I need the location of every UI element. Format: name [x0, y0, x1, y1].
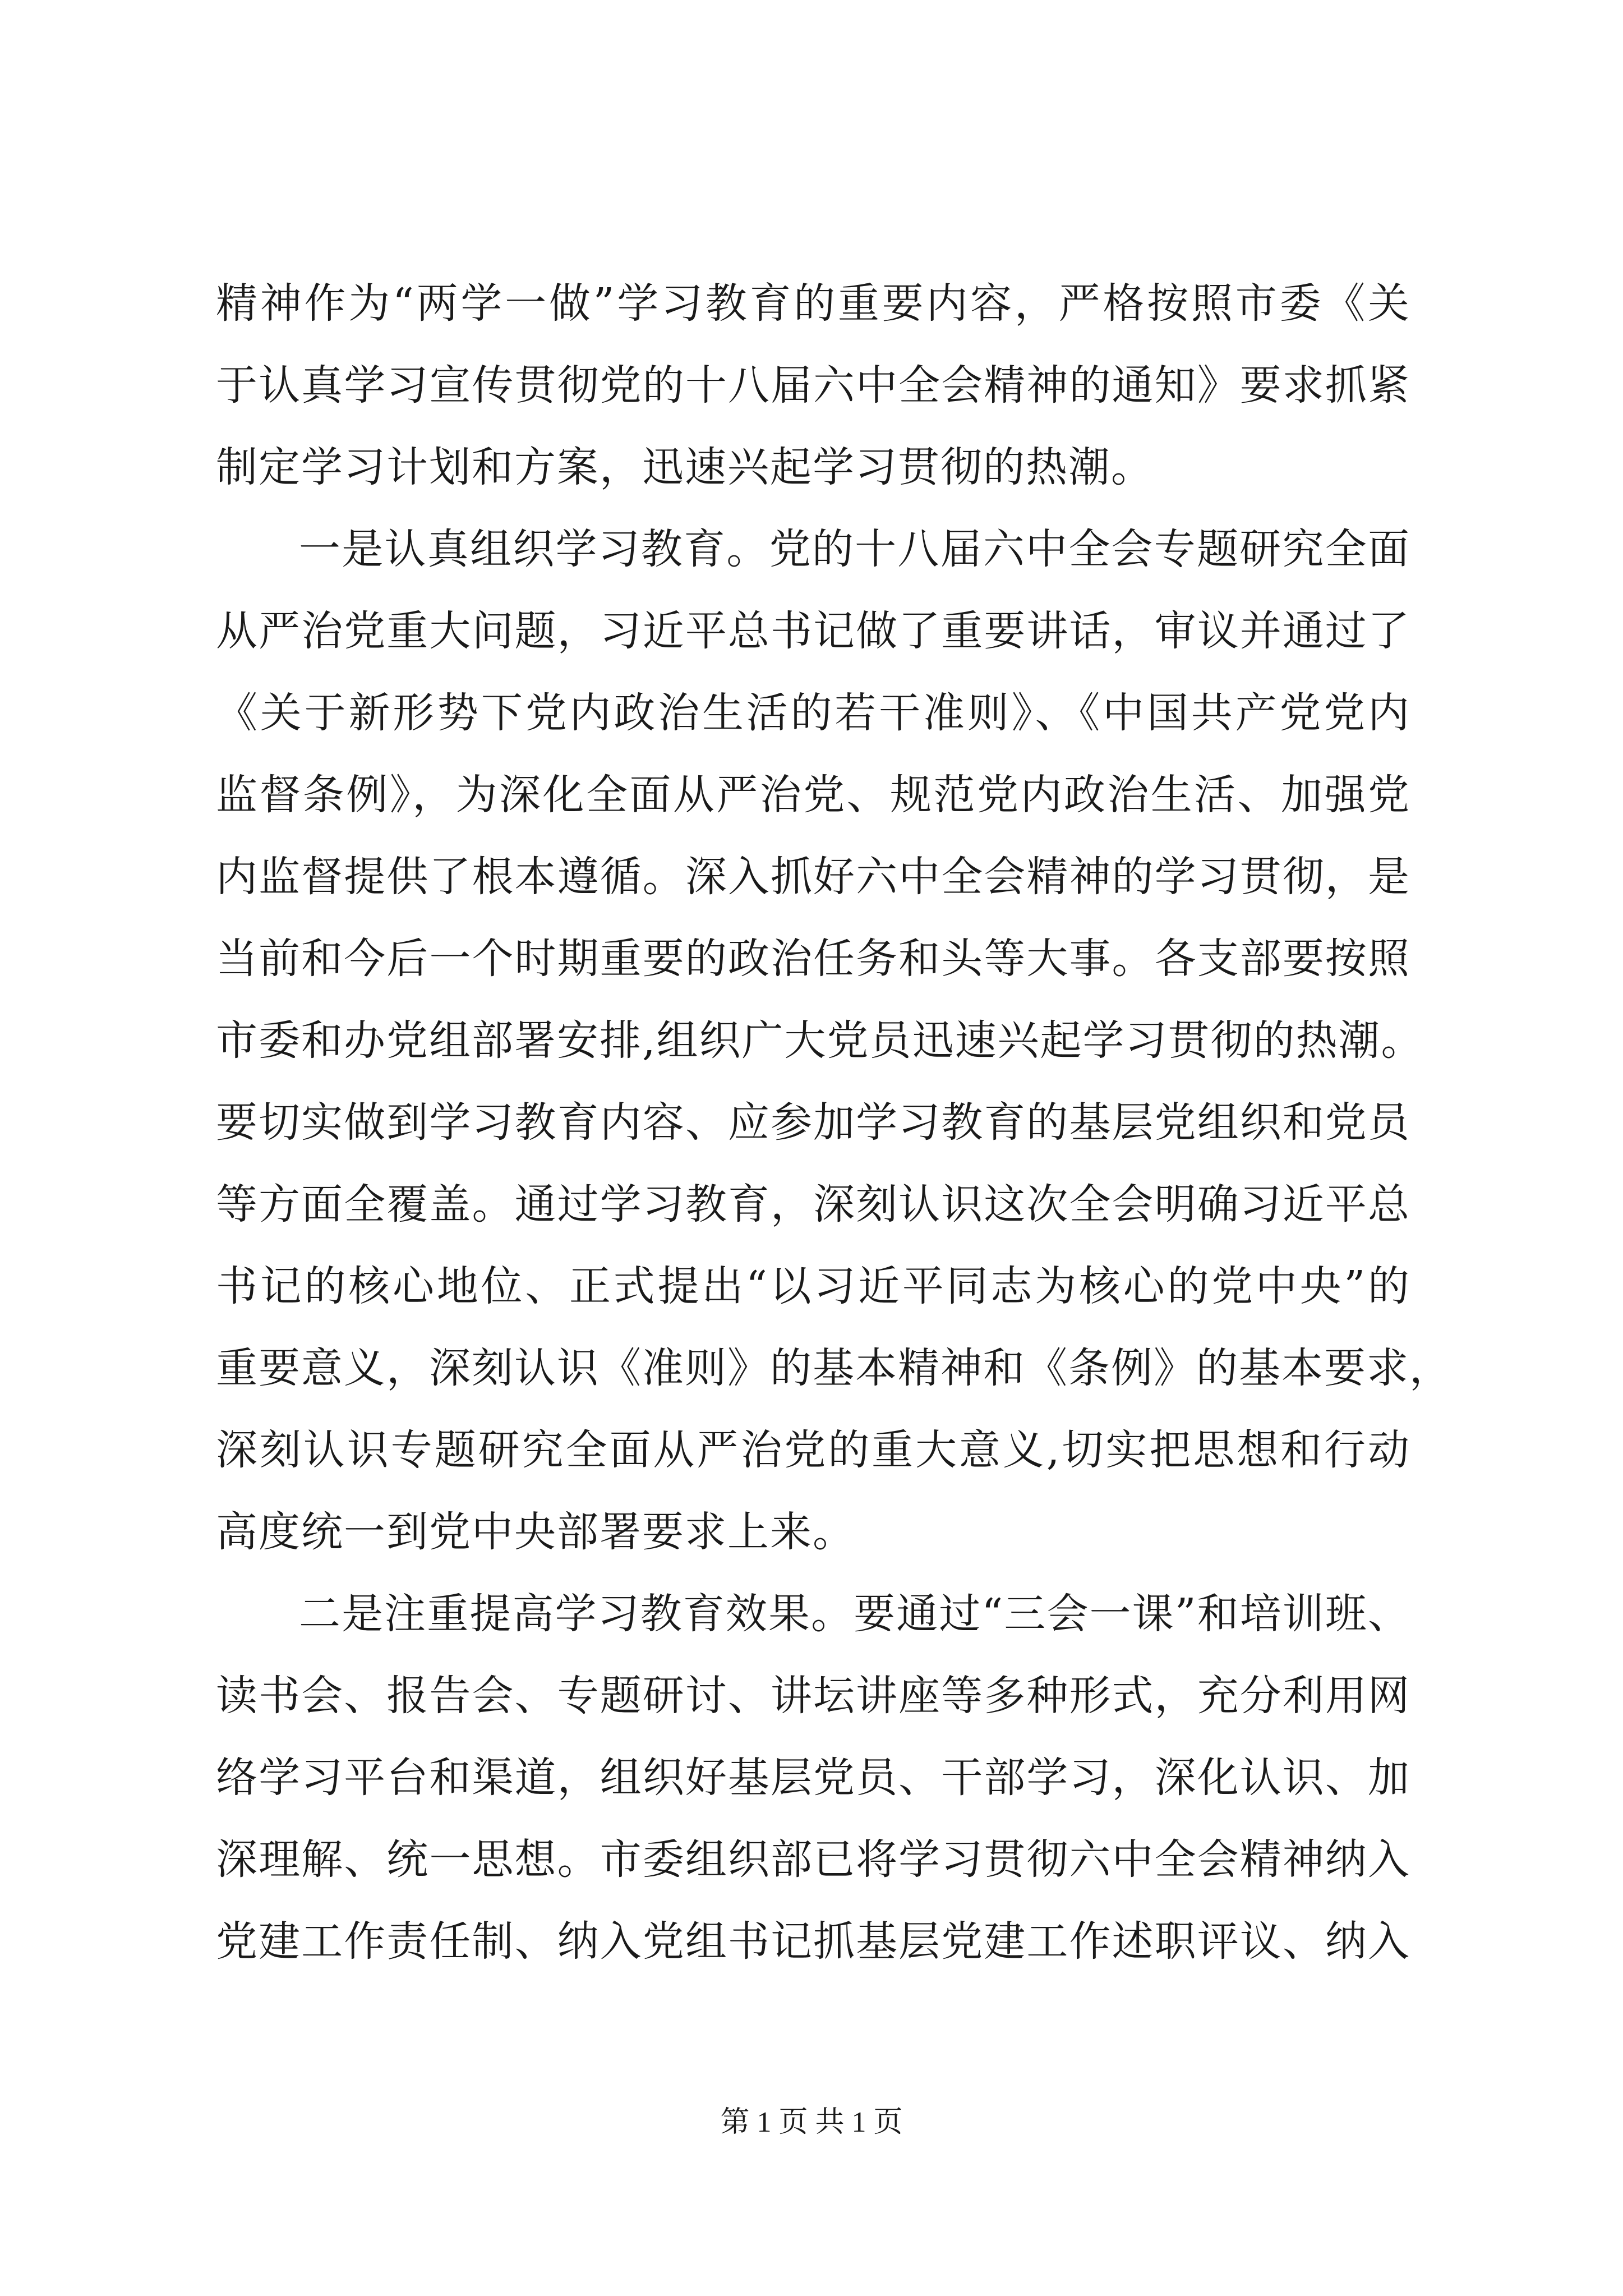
text-line: 当前和今后一个时期重要的政治任务和头等大事。各支部要按照 [216, 935, 1410, 983]
paragraph [216, 508, 1452, 1573]
text-line: 从严治党重大问题，习近平总书记做了重要讲话，审议并通过了 [216, 607, 1410, 655]
text-line: 书记的核心地位、正式提出“以习近平同志为核心的党中央”的 [216, 1262, 1410, 1310]
text-line: 深理解、统一思想。市委组织部已将学习贯彻六中全会精神纳入 [216, 1835, 1410, 1884]
text-line: 深刻认识专题研究全面从严治党的重大意义,切实把思想和行动 [216, 1426, 1410, 1474]
page-number-footer: 第 1 页 共 1 页 [720, 2106, 903, 2138]
text-line: 重要意义，深刻认识《准则》的基本精神和《条例》的基本要求， [216, 1344, 1452, 1392]
text-line: 要切实做到学习教育内容、应参加学习教育的基层党组织和党员 [216, 1098, 1410, 1147]
paragraph [216, 1573, 1410, 1982]
text-line: 市委和办党组部署安排,组织广大党员迅速兴起学习贯彻的热潮。 [216, 1016, 1424, 1065]
document-body [216, 263, 1452, 1982]
text-line: 党建工作责任制、纳入党组书记抓基层党建工作述职评议、纳入 [216, 1917, 1410, 1966]
text-line: 于认真学习宣传贯彻党的十八届六中全会精神的通知》要求抓紧 [216, 361, 1410, 409]
text-line: 络学习平台和渠道，组织好基层党员、干部学习，深化认识、加 [216, 1754, 1410, 1802]
paragraph [216, 263, 1410, 508]
text-line: 监督条例》，为深化全面从严治党、规范党内政治生活、加强党 [216, 771, 1410, 819]
text-line: 精神作为“两学一做”学习教育的重要内容，严格按照市委《关 [216, 279, 1410, 328]
text-line: 一是认真组织学习教育。党的十八届六中全会专题研究全面 [299, 525, 1410, 573]
text-line: 等方面全覆盖。通过学习教育，深刻认识这次全会明确习近平总 [216, 1180, 1410, 1228]
text-line: 《关于新形势下党内政治生活的若干准则》、《中国共产党党内 [216, 689, 1410, 737]
text-line: 高度统一到党中央部署要求上来。 [216, 1508, 855, 1556]
text-line: 读书会、报告会、专题研讨、讲坛讲座等多种形式，充分利用网 [216, 1672, 1410, 1720]
text-line: 制定学习计划和方案，迅速兴起学习贯彻的热潮。 [216, 443, 1154, 491]
text-line: 内监督提供了根本遵循。深入抓好六中全会精神的学习贯彻，是 [216, 853, 1410, 901]
text-line: 二是注重提高学习教育效果。要通过“三会一课”和培训班、 [299, 1590, 1410, 1638]
